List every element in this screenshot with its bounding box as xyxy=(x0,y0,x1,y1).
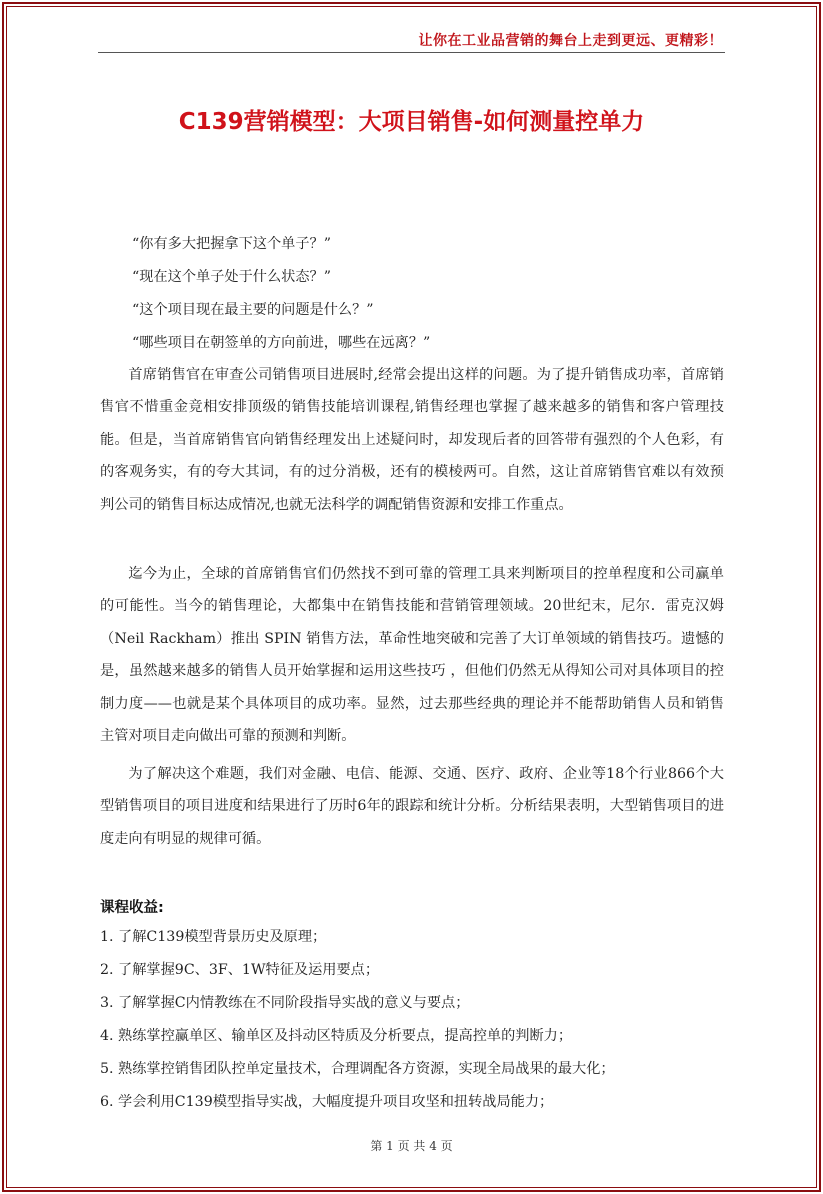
benefit-item: 4. 熟练掌控赢单区、输单区及抖动区特质及分析要点，提高控单的判断力； xyxy=(100,1028,573,1044)
benefit-item: 6. 学会利用C139模型指导实战，大幅度提升项目攻坚和扭转战局能力； xyxy=(100,1094,554,1110)
body-paragraph: 迄今为止，全球的首席销售官们仍然找不到可靠的管理工具来判断项目的控单程度和公司赢单的可能性。当今的销售理论，大都集中在销售技能和营销管理领域。20世纪末，尼尔．雷克汉姆（Neil Rackham）推出 SPIN 销售方法，革命性地突破和完善了大订单领域的销售技巧。遗憾的是，虽然越来越多的销售人员开始掌握和运用这些技巧 ，但他们仍然无从得知公司对具体项目的控制力度——也就是某个具体项目的成功率。显然，过去那些经典的理论并不能帮助销售人员和销售主管对项目走向做出可靠的预测和判断。 xyxy=(100,566,724,745)
document-title: C139营销模型：大项目销售-如何测量控单力 xyxy=(178,109,645,135)
benefits-heading: 课程收益: xyxy=(100,900,164,916)
benefits-list xyxy=(100,925,615,1123)
benefit-item: 3. 了解掌握C内情教练在不同阶段指导实战的意义与要点； xyxy=(100,995,470,1011)
quote-line: “哪些项目在朝签单的方向前进，哪些在远离？” xyxy=(132,335,431,351)
page-number: 第 1 页 共 4 页 xyxy=(370,1139,453,1153)
body-paragraph: 为了解决这个难题，我们对金融、电信、能源、交通、医疗、政府、企业等18个行业866个大型销售项目的项目进度和结果进行了历时6年的跟踪和统计分析。分析结果表明，大型销售项目的进度走向有明显的规律可循。 xyxy=(100,766,724,847)
header-slogan: 让你在工业品营销的舞台上走到更远、更精彩！ xyxy=(418,33,723,49)
quote-line: “现在这个单子处于什么状态？” xyxy=(132,269,331,285)
benefit-item: 1. 了解C139模型背景历史及原理； xyxy=(100,929,327,945)
benefit-item: 2. 了解掌握9C、3F、1W特征及运用要点； xyxy=(100,962,380,978)
header-divider xyxy=(98,52,725,53)
benefit-item: 5. 熟练掌控销售团队控单定量技术，合理调配各方资源，实现全局战果的最大化； xyxy=(100,1061,615,1077)
body-paragraph: 首席销售官在审查公司销售项目进展时,经常会提出这样的问题。为了提升销售成功率，首席销售官不惜重金竞相安排顶级的销售技能培训课程,销售经理也掌握了越来越多的销售和客户管理技能。但是，当首席销售官向销售经理发出上述疑问时，却发现后者的回答带有强烈的个人色彩，有的客观务实，有的夸大其词，有的过分消极，还有的模棱两可。自然，这让首席销售官难以有效预判公司的销售目标达成情况,也就无法科学的调配销售资源和安排工作重点。 xyxy=(100,367,724,513)
quote-line: “你有多大把握拿下这个单子？” xyxy=(132,236,331,252)
quote-line: “这个项目现在最主要的问题是什么？” xyxy=(132,302,374,318)
